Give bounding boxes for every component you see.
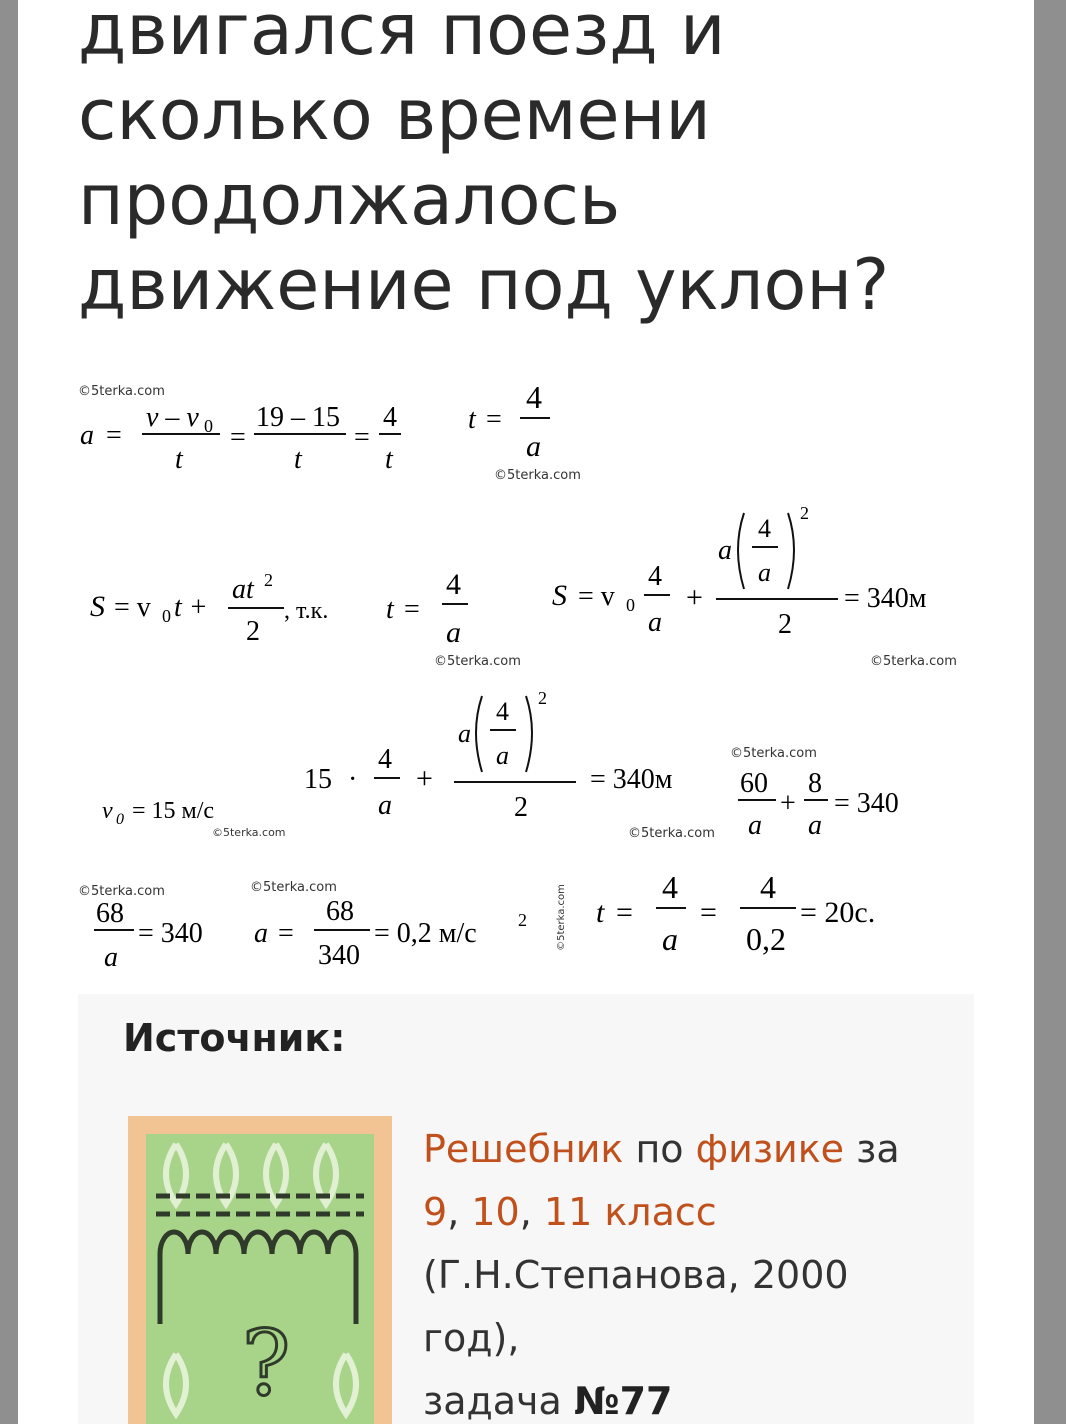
svg-text:v: v — [102, 798, 113, 824]
svg-text:0,2: 0,2 — [746, 921, 786, 957]
svg-text:+: + — [416, 762, 433, 795]
source-year: год), — [423, 1316, 520, 1360]
source-comma: , — [447, 1190, 472, 1234]
source-author: (Г.Н.Степанова, 2000 — [423, 1253, 849, 1297]
svg-text:a: a — [662, 921, 678, 957]
svg-text:= 15 м/с: = 15 м/с — [132, 798, 215, 824]
watermark: ©5terka.com — [555, 884, 567, 951]
svg-text:4: 4 — [383, 402, 397, 433]
svg-text:= 0,2 м/с: = 0,2 м/с — [374, 918, 477, 949]
svg-text:·: · — [348, 764, 358, 795]
formula-acceleration-value-svg — [250, 880, 568, 978]
svg-text:= v: = v — [114, 592, 151, 623]
svg-text:a: a — [808, 810, 822, 841]
formula-time — [458, 378, 590, 484]
link-physics[interactable]: физике — [695, 1127, 845, 1171]
svg-text:4: 4 — [446, 568, 461, 601]
svg-text:t: t — [596, 896, 605, 929]
question-line: продолжалось — [78, 159, 621, 241]
formula-distance-substituted-svg — [534, 497, 974, 668]
formula-simplified-svg — [78, 884, 260, 978]
source-heading: Источник: — [123, 1016, 346, 1060]
svg-text:, т.к.: , т.к. — [284, 598, 329, 624]
source-task-number: №77 — [573, 1379, 673, 1423]
svg-text:=: = — [354, 422, 370, 453]
formula-acceleration — [78, 386, 470, 482]
svg-text:0: 0 — [204, 416, 213, 436]
watermark: ©5terka.com — [870, 654, 957, 669]
svg-text:= 340: = 340 — [834, 788, 899, 819]
formula-sum-svg — [730, 746, 950, 840]
svg-text:a: a — [748, 810, 762, 841]
svg-text:a: a — [458, 719, 471, 748]
formula-distance-substituted — [534, 497, 974, 668]
source-box — [78, 994, 974, 1424]
svg-text:=: = — [700, 896, 717, 929]
svg-text:a: a — [104, 942, 118, 973]
svg-text:4: 4 — [760, 869, 776, 905]
svg-text:0: 0 — [116, 811, 124, 828]
source-task-label: задача — [423, 1379, 574, 1423]
svg-text:t: t — [468, 404, 476, 435]
watermark: ©5terka.com — [494, 468, 581, 483]
watermark: ©5terka.com — [78, 884, 165, 899]
svg-text:4: 4 — [496, 697, 509, 726]
svg-text:=: = — [230, 422, 246, 453]
source-text-po: по — [623, 1127, 696, 1171]
svg-text:a: a — [80, 420, 94, 451]
question-title — [78, 0, 889, 328]
formula-acceleration-value — [250, 880, 568, 978]
svg-text:68: 68 — [326, 896, 354, 927]
svg-text:=: = — [486, 404, 502, 435]
watermark: ©5terka.com — [434, 654, 521, 669]
svg-text:4: 4 — [526, 379, 542, 415]
svg-text:+: + — [780, 788, 796, 819]
formula-time-value — [555, 856, 910, 978]
svg-text:a: a — [648, 607, 662, 638]
svg-text:= 340: = 340 — [138, 918, 203, 949]
book-cover-art — [146, 1134, 374, 1424]
svg-text:=: = — [278, 918, 294, 949]
svg-text:8: 8 — [808, 768, 822, 799]
watermark: ©5terka.com — [628, 826, 715, 841]
source-text-za: за — [844, 1127, 900, 1171]
svg-text:15: 15 — [304, 764, 332, 795]
formula-sum — [730, 746, 950, 840]
formula-numeric-equation-svg — [298, 684, 730, 840]
svg-text:0: 0 — [162, 606, 171, 626]
question-mark-glyph: ? — [242, 1311, 291, 1416]
book-cover-image[interactable] — [128, 1116, 392, 1424]
svg-text:4: 4 — [378, 744, 392, 775]
svg-text:a: a — [758, 558, 771, 587]
svg-text:a: a — [378, 790, 392, 821]
svg-text:a: a — [254, 918, 268, 949]
formula-initial-speed — [78, 792, 316, 840]
source-comma: , — [519, 1190, 544, 1234]
svg-text:= v: = v — [578, 581, 615, 612]
svg-text:=: = — [106, 420, 122, 451]
svg-text:2: 2 — [264, 570, 273, 590]
svg-text:2: 2 — [778, 609, 792, 640]
svg-text:at: at — [232, 574, 254, 605]
svg-text:2: 2 — [246, 616, 260, 647]
watermark: ©5terka.com — [730, 746, 817, 761]
svg-text:340: 340 — [318, 940, 360, 971]
formula-simplified — [78, 884, 260, 978]
watermark: ©5terka.com — [78, 384, 165, 399]
svg-text:2: 2 — [518, 910, 527, 930]
svg-text:S: S — [552, 579, 567, 612]
svg-text:= 340м: = 340м — [590, 764, 673, 795]
question-line: двигался поезд и — [78, 0, 726, 71]
svg-text:2: 2 — [538, 688, 547, 708]
svg-text:a: a — [496, 741, 509, 770]
book-cover-illustration — [146, 1134, 374, 1424]
svg-text:=: = — [404, 594, 420, 625]
formula-distance — [78, 566, 534, 668]
svg-text:68: 68 — [96, 898, 124, 929]
svg-text:=: = — [616, 896, 633, 929]
svg-text:S: S — [90, 590, 105, 623]
question-line: сколько времени — [78, 74, 711, 156]
svg-text:60: 60 — [740, 768, 768, 799]
svg-text:4: 4 — [662, 869, 678, 905]
svg-text:2: 2 — [514, 792, 528, 823]
formula-distance-svg — [78, 566, 534, 668]
svg-text:t: t — [175, 444, 183, 475]
svg-text:4: 4 — [648, 561, 662, 592]
formula-numeric-equation — [298, 684, 730, 840]
svg-text:v – v: v – v — [146, 402, 199, 433]
page — [18, 0, 1034, 1424]
svg-text:a: a — [526, 430, 541, 463]
svg-text:a: a — [718, 535, 732, 566]
svg-text:t: t — [294, 444, 302, 475]
svg-text:0: 0 — [626, 595, 635, 615]
svg-text:t: t — [385, 444, 393, 475]
svg-text:a: a — [446, 616, 461, 649]
link-reshebnik[interactable]: Решебник — [423, 1127, 624, 1171]
watermark: ©5terka.com — [212, 826, 286, 839]
svg-text:19 – 15: 19 – 15 — [256, 402, 340, 433]
question-line: движение под уклон? — [78, 244, 890, 326]
watermark: ©5terka.com — [250, 880, 337, 895]
svg-text:2: 2 — [800, 503, 809, 523]
svg-text:t: t — [386, 594, 394, 625]
svg-text:+: + — [686, 581, 703, 614]
link-grade-9[interactable]: 9 — [423, 1190, 448, 1234]
svg-text:t +: t + — [174, 592, 208, 623]
svg-text:= 340м: = 340м — [844, 583, 927, 614]
svg-text:4: 4 — [758, 514, 771, 543]
source-description — [423, 1118, 963, 1424]
formula-acceleration-svg — [78, 386, 470, 482]
link-grade-10[interactable]: 10 — [471, 1190, 520, 1234]
formula-time-value-svg — [570, 856, 910, 978]
svg-text:= 20с.: = 20с. — [800, 896, 876, 929]
link-grade-11[interactable]: 11 класс — [543, 1190, 717, 1234]
